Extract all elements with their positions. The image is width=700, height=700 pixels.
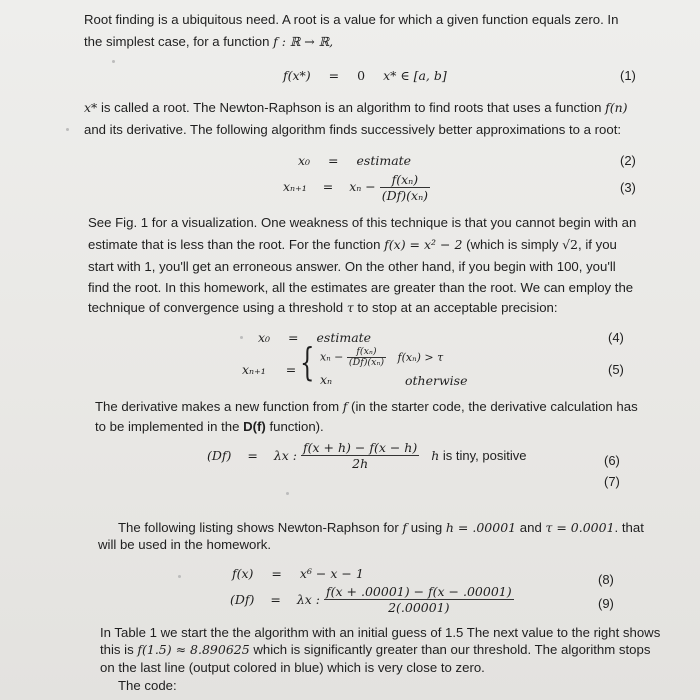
eq5-case1-fraction [347, 347, 386, 368]
root-symbol: x* [84, 100, 98, 115]
eq6-rel: = [247, 448, 258, 463]
para4-text-d: function). [265, 419, 324, 434]
para4-line-1 [95, 397, 638, 417]
eq9-denominator: 2(.00001) [388, 600, 450, 615]
equation-2 [298, 153, 411, 168]
para3-text-b: (which is simply [462, 237, 563, 252]
fn-symbol: f(n) [605, 100, 628, 115]
para4-text-c: to be implemented in the [95, 419, 244, 434]
eq9-numerator: f(x + .00001) − f(x − .00001) [326, 584, 512, 599]
eq5-denominator: (Df)(xₙ) [348, 357, 385, 368]
eq5-case1-condition: f(xₙ) > τ [397, 350, 444, 364]
h-symbol: h [431, 448, 440, 463]
eq2-number: (2) [620, 153, 636, 168]
para6-line-3: on the last line (output colored in blue) which is very close to zero. [100, 660, 485, 675]
eq2-lhs: x₀ [298, 153, 311, 168]
eq5-number: (5) [608, 362, 624, 377]
f-symbol-2: f [402, 520, 408, 535]
tau-symbol: τ [346, 300, 354, 315]
derivative-function-name: D(f) [243, 419, 266, 434]
eq5-lhs-group [242, 362, 296, 377]
paper-speck [286, 492, 289, 495]
para3-text-a: estimate that is less than the root. For the function [88, 237, 385, 252]
para3-line-1: See Fig. 1 for a visualization. One weakness of this technique is that you cannot begin with an [88, 215, 637, 230]
eq4-rhs: estimate [316, 330, 372, 345]
equation-6 [207, 440, 526, 471]
para5-text-d: . that [614, 520, 644, 535]
eq5-case-1 [320, 347, 443, 368]
para2-text: is called a root. The Newton-Raphson is an algorithm to find roots that uses a function [97, 100, 606, 115]
equation-1 [283, 68, 447, 83]
para3-line-5 [88, 298, 558, 318]
eq3-lhs: xₙ₊₁ [283, 179, 307, 194]
para2-line-1 [84, 98, 628, 118]
para5-text-a: The following listing shows Newton-Raphson for [118, 520, 403, 535]
eq5-lhs: xₙ₊₁ [242, 362, 266, 377]
eq1-condition: x* ∈ [a, b] [383, 68, 447, 83]
f-symbol: f [342, 399, 348, 414]
eq9-fraction [324, 584, 514, 615]
example-function: f(x) = x² − 2 [384, 237, 463, 252]
para6-text-b: which is significantly greater than our threshold. The algorithm stops [249, 642, 651, 657]
equation-3 [283, 172, 430, 203]
eq2-rel: = [328, 153, 339, 168]
eq1-rhs: 0 [357, 68, 366, 83]
paper-speck [66, 128, 69, 131]
eq9-rel: = [270, 592, 281, 607]
eq6-lambda: λx : [273, 448, 298, 463]
para6-line-2 [100, 640, 650, 660]
eq5-case1-expr: xₙ − [320, 350, 344, 364]
function-signature: f : ℝ → ℝ, [273, 34, 334, 49]
para3-line-2 [88, 235, 617, 255]
eq6-number: (6) [604, 453, 620, 468]
eq3-numerator: f(xₙ) [380, 172, 430, 188]
eq5-case2-value: xₙ [320, 372, 333, 387]
para5-text-c: and [516, 520, 546, 535]
eq4-rel: = [288, 330, 299, 345]
para6-text-a: this is [100, 642, 138, 657]
eq9-lhs: (Df) [230, 592, 255, 607]
eq5-numerator: f(xₙ) [347, 347, 386, 358]
eq5-rel: = [285, 362, 297, 377]
h-value: h = .00001 [445, 520, 517, 535]
eq8-number: (8) [598, 572, 614, 587]
eq1-lhs: f(x*) [283, 68, 311, 83]
eq8-lhs: f(x) [232, 566, 254, 581]
intro-text: the simplest case, for a function [84, 34, 270, 49]
paper-speck [240, 336, 243, 339]
eq8-rhs: x⁶ − x − 1 [299, 566, 364, 581]
paper-speck [112, 60, 115, 63]
equation-8 [232, 566, 364, 581]
intro-line-1: Root finding is a ubiquitous need. A root is a value for which a given function equals zero. In [84, 12, 619, 27]
eq3-rhs: xₙ − [349, 179, 376, 194]
eq2-rhs: estimate [356, 153, 412, 168]
eq9-lambda: λx : [296, 592, 321, 607]
eq6-numerator: f(x + h) − f(x − h) [303, 440, 418, 455]
eq3-rel: = [322, 179, 334, 194]
para5-line-2: will be used in the homework. [98, 537, 271, 552]
eq9-number: (9) [598, 596, 614, 611]
eq1-rel: = [328, 68, 340, 83]
eq3-denominator: (Df)(xₙ) [381, 188, 429, 203]
eq4-lhs: x₀ [258, 330, 271, 345]
eq7-number: (7) [604, 474, 620, 489]
f-at-1-5: f(1.5) ≈ 8.890625 [137, 642, 250, 657]
para5-text-b: using [407, 520, 446, 535]
equation-9 [230, 584, 514, 615]
para3-text-e: to stop at an acceptable precision: [353, 300, 558, 315]
para2-line-2: and its derivative. The following algorithm finds successively better approximations to a root: [84, 122, 622, 137]
eq3-fraction [380, 172, 430, 203]
eq6-note: is tiny, positive [439, 448, 527, 463]
paper-speck [178, 575, 181, 578]
para3-line-3: start with 1, you'll get an erroneous answer. On the other hand, if you begin with 100, you'll [88, 259, 616, 274]
para4-text-a: The derivative makes a new function from [95, 399, 343, 414]
para3-text-c: , if you [578, 237, 617, 252]
para4-line-2 [95, 417, 324, 437]
eq6-denominator: 2h [352, 456, 369, 471]
eq5-brace: { [300, 340, 315, 384]
eq3-number: (3) [620, 180, 636, 195]
para6-line-4: The code: [118, 678, 177, 693]
sqrt-two: √2 [562, 237, 579, 252]
para3-text-d: technique of convergence using a threshold [88, 300, 347, 315]
eq4-number: (4) [608, 330, 624, 345]
eq5-case-2 [320, 372, 332, 387]
tau-value: τ = 0.0001 [545, 520, 615, 535]
eq8-rel: = [271, 566, 282, 581]
eq1-number: (1) [620, 68, 636, 83]
para4-text-b: (in the starter code, the derivative calculation has [347, 399, 638, 414]
para6-line-1: In Table 1 we start the the algorithm with an initial guess of 1.5 The next value to the right shows [100, 625, 661, 640]
eq5-case2-condition: otherwise [405, 373, 468, 388]
eq6-lhs: (Df) [207, 448, 232, 463]
eq6-fraction [301, 440, 419, 471]
para3-line-4: find the root. In this homework, all the estimates are greater than the root. We can employ the [88, 280, 634, 295]
intro-line-2 [84, 32, 333, 52]
equation-4 [258, 330, 371, 345]
